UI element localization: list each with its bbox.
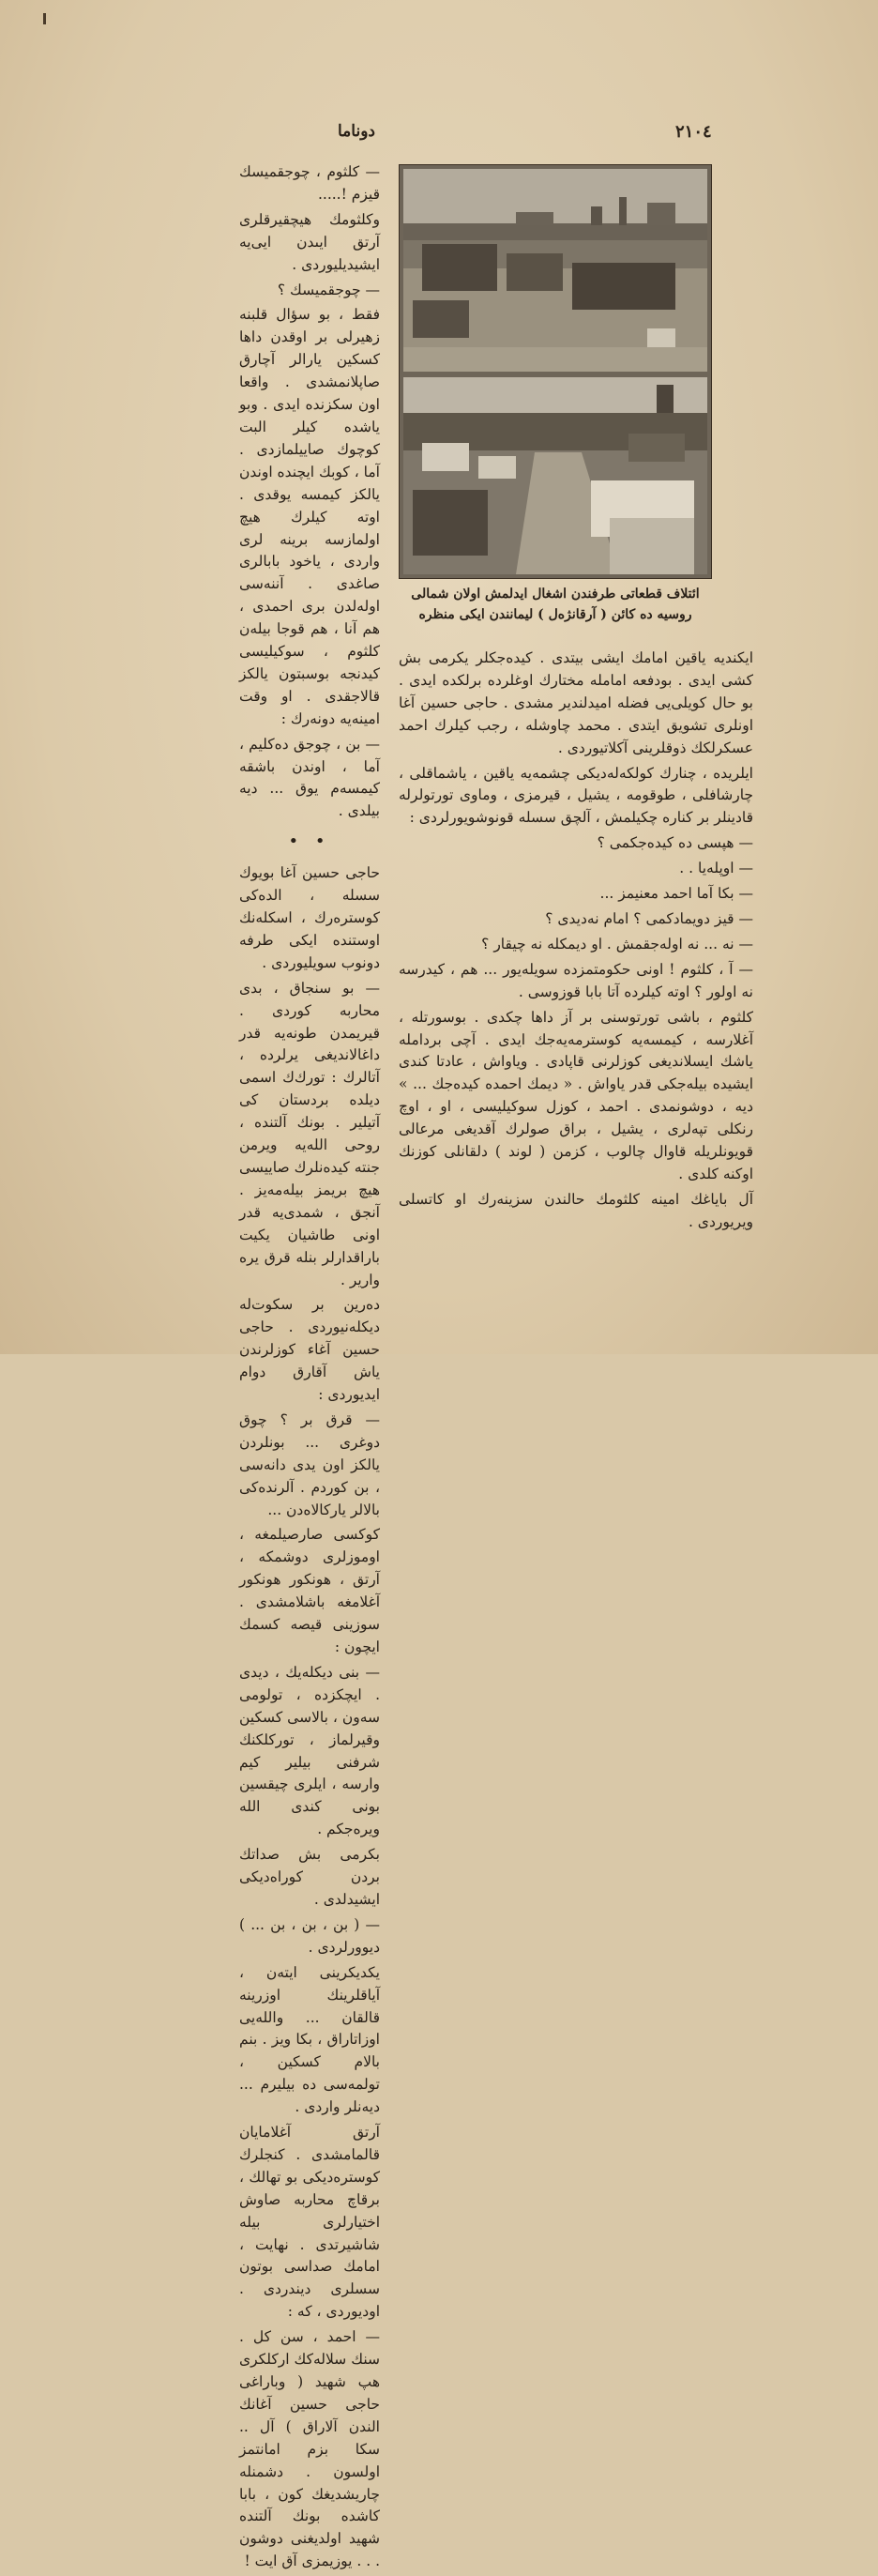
left-column <box>239 161 380 2576</box>
paragraph: — چوجقميسك ؟ <box>277 281 380 298</box>
town-aerial-photo <box>403 377 707 574</box>
paragraph: — قيز دويمادكمى ؟ امام نه‌ديدى ؟ <box>545 909 753 927</box>
paragraph: — بنى ديكلەيك ، ديدى . ايچكزده ، تولومى سەون ، بالاسى كسكين وقيرلماز ، توركلكنك شرفنى بيلير كيم وارسه ، ايلرى چيقسين بونى كندى الله ويرەجكم . <box>239 1663 380 1838</box>
paragraph: — اوپله‌يا . . <box>679 860 753 877</box>
paragraph: — ( بن ، بن ، بن ... ) ديوورلردى . <box>239 1915 380 1956</box>
paragraph: — كلثوم ، چوجقميسك قيزم !..... <box>239 163 380 203</box>
section-separator: • • <box>288 831 331 852</box>
paragraph: — نه ... نه اوله‌جقمش . او ديمكله نه چيقار ؟ <box>481 935 753 953</box>
paragraph: آرتق آغلامايان قالمامشدى . كنجلرك كوستره‌ديكى بو تهالك ، برقاچ محاربه صاوش اختيارلرى بيله شاشيرتدى . نهايت ، امامك صداسى بوتون سسلرى ديندردى . اوديوردى ، كه : <box>239 2124 380 2321</box>
paragraph: — بكا آما احمد معنيمز ... <box>599 885 753 903</box>
paragraph: ده‌رين بر سكوت‌له ديكله‌نيوردى . حاجى حسين آغاء كوزلرندن ياش آقارق دوام ايديوردى : <box>239 1296 380 1404</box>
paragraph: كوكسى صارصيلمغه ، اوموزلرى دوشمكه ، آرتق ، هونكور هونكور آغلامغه باشلامشدى . سوزينى قيصه كسمك ايچون : <box>239 1526 380 1655</box>
paragraph: وكلثومك هيچقيرقلرى آرتق ايىدن ايى‌يە ايشيديليوردى . <box>239 210 380 273</box>
page-number: ۲۱۰٤ <box>675 122 712 142</box>
paragraph: — بو سنجاق ، بدى محاربه كوردى . قيريمدن طونه‌يه قدر داغالانديغى يرلرده ، آتالرك : تورك‌ك اسمى ديلده بردستان كى آتيلير . بونك آلتنده ، روحى الله‌يه ويرمن جنته كيده‌نلرك صاييسى هيچ بريمز بيلەمه‌يز . آنجق ، شمدى‌يه قدر اونى طاشيان يكيت باراقدارلر بنله قرق يره وارير . <box>239 979 380 1288</box>
paragraph: حاجى حسين آغا بويوك سسله ، الده‌كى كوسترەرك ، اسكله‌نك اوستنده ايكى طرفه دونوب سويليوردى . <box>239 864 380 971</box>
paragraph: كلثوم ، باشى تورتوسنى بر آز داها چكدى . بوسورتله ، آغلارسه ، كيمسه‌يه كوسترمەيەجك ايدى . آچى بردامله ياشك ايسلانديغى كوزلرنى قاپادى . وياواش ، عادتا كندى ايشيده بيله‌جكى قدر ياواش . « ديمك احمده كيده‌جك ... » ديه ، دوشونمدى . احمد ، كوزل سوكيليسى ، او ، اوچ رنكلى تپه‌لرى ، يشيل ، براق صولرك آقديغى مرعالى قويونلريله قاوال چالوب ، كزمن ( لوند ) دلقانلى كوزنك اوكنه كلدى . <box>399 1008 753 1182</box>
right-column <box>399 648 753 1237</box>
harbor-wharf-photo <box>403 169 707 372</box>
paragraph: فقط ، بو سؤال قلبنه زهيرلى بر اوقدن داها كسكين يارالر آچارق صاپلانمشدى . واقعا اون سكزنده ايدى . وبو ياشده كيلر البت كوچوك صاييلمازدى . آما ، كوبك ايچنده اوندن يالكز كيمسه يوقدى . اوته كيلرك هيچ اولمازسه برينه لرى واردى ، ياخود بابالرى صاغدى . آننه‌سى اوله‌لدن برى احمدى ، هم آنا ، هم قوجا بيلەن كلثوم ، سوكيليسى كيدنجه بوسبتون يالكز قالاجقدى . او وقت امينه‌يه دونه‌رك : <box>239 306 380 727</box>
paragraph: ايكنديه ياقين امامك ايشى بيتدى . كيده‌جكلر يكرمى بش كشى ايدى . بودفعه امامله مختارك اوغلرده برلكده ايدى . بو حال كويلى‌يى فضله اميدلندير مشدى . حاجى حسين آغا اونلرى تشويق ايتدى . محمد چاوشله ، رجب كيلرك احمد عسكرلكك ذوقلرينى آكلاتيوردى . <box>399 649 753 756</box>
figure-caption: ائتلاف قطعاتى طرفندن اشغال ايدلمش اولان شمالى روسيه ده كائن ( آرقانژەل ) ليمانندن ايكى منظره <box>411 587 700 622</box>
paragraph: يكديكرينى ايتەن ، آياقلرينك اوزرينه قالقان ... والله‌يى اوزاتاراق ، بكا ويز . بنم بالام كسكين ، تولمه‌سى ده بيليرم ... ديه‌نلر واردى . <box>239 1963 380 2116</box>
figure-photographs <box>399 164 712 579</box>
paragraph: ايلريده ، چنارك كولكه‌له‌ديكى چشمه‌يه ياقين ، ياشماقلى ، چارشافلى ، طوقومه ، يشيل ، قيرمزى ، وماوى تورتولرله قادينلر بر كناره چكيلمش ، آلچق سسله قونوشويورلردى : <box>399 764 753 827</box>
page-edge-mark <box>43 13 46 24</box>
running-title: دوناما <box>338 122 375 141</box>
paragraph: — احمد ، سن كل . سنك سلاله‌كك اركلكرى هپ شهيد ( وباراغى حاجى حسين آغانك الندن آلاراق ) آل .. سكا بزم امانتمز اولسون . دشمنله چاريشديغك كون ، بابا كاشده بونك آلتنده شهيد اولديغنى دوشون . . . يوزيمزى آق ايت ! <box>239 2328 380 2570</box>
paragraph: — بن ، چوجق ده‌كليم ، آما ، اوندن باشقه كيمسه‌م يوق ... ديه بيلدى . <box>239 735 380 820</box>
paragraph: — هپسى ده كيده‌جكمى ؟ <box>597 834 753 852</box>
paragraph: بكرمى بش صداتك بردن كوراه‌ديكى ايشيدلدى . <box>239 1846 380 1908</box>
paragraph: — آ ، كلثوم ! اونى حكومتمزده سويله‌يور ... هم ، كيدرسه نه اولور ؟ اوته كيلرده آتا بابا قوزوسى . <box>399 960 753 1000</box>
paragraph: — قرق بر ؟ چوق دوغرى ... بونلردن يالكز اون يدى دانه‌سى ، بن كوردم . آلرنده‌كى بالالر ياركالاه‌دن ... <box>239 1410 380 1518</box>
page-header <box>0 120 878 148</box>
paragraph: آل باياغك امينه كلثومك حالندن سزينه‌رك او كاتسلى ويريوردى . <box>399 1190 753 1230</box>
